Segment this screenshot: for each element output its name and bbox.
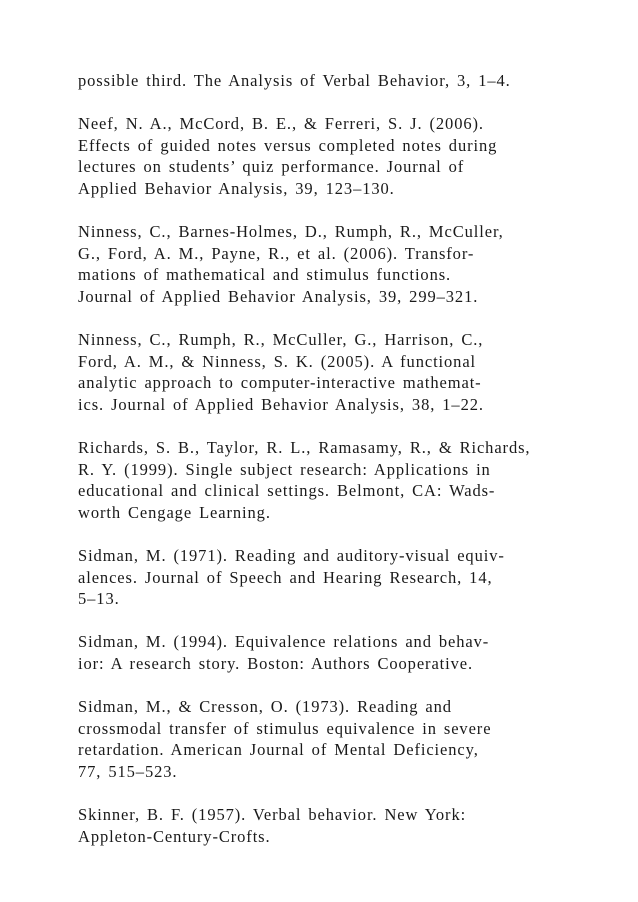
reference-line: Skinner, B. F. (1957). Verbal behavior. New York: <box>78 805 467 825</box>
reference-line: Sidman, M., & Cresson, O. (1973). Reading and <box>78 697 452 717</box>
reference-entry <box>78 113 598 199</box>
reference-line: 5–13. <box>78 589 120 609</box>
reference-line: ics. Journal of Applied Behavior Analysis, 38, 1–22. <box>78 394 484 414</box>
reference-entry <box>78 631 598 674</box>
reference-entry <box>78 329 598 415</box>
reference-line: Appleton-Century-Crofts. <box>78 826 271 846</box>
reference-entry <box>78 804 598 847</box>
reference-line: Sidman, M. (1971). Reading and auditory-visual equiv- <box>78 546 505 566</box>
reference-line: G., Ford, A. M., Payne, R., et al. (2006). Transfor- <box>78 243 475 263</box>
reference-line: Ninness, C., Barnes-Holmes, D., Rumph, R., McCuller, <box>78 222 504 242</box>
reference-line: R. Y. (1999). Single subject research: Applications in <box>78 459 491 479</box>
reference-line: possible third. The Analysis of Verbal Behavior, 3, 1–4. <box>78 71 511 90</box>
reference-entry <box>78 437 598 523</box>
reference-line: Sidman, M. (1994). Equivalence relations and behav- <box>78 632 490 652</box>
reference-line: Ninness, C., Rumph, R., McCuller, G., Harrison, C., <box>78 330 484 350</box>
reference-line: mations of mathematical and stimulus functions. <box>78 265 452 285</box>
reference-line: ior: A research story. Boston: Authors Cooperative. <box>78 654 474 674</box>
reference-line: educational and clinical settings. Belmont, CA: Wads- <box>78 481 496 501</box>
reference-entry <box>78 696 598 782</box>
reference-line: Journal of Applied Behavior Analysis, 39, 299–321. <box>78 286 479 306</box>
reference-line: 77, 515–523. <box>78 762 178 781</box>
reference-line: Effects of guided notes versus completed notes during <box>78 135 498 155</box>
reference-entry <box>78 221 598 307</box>
reference-line: Richards, S. B., Taylor, R. L., Ramasamy, R., & Richards, <box>78 438 531 458</box>
reference-line: alences. Journal of Speech and Hearing Research, 14, <box>78 567 493 587</box>
reference-line: worth Cengage Learning. <box>78 502 271 522</box>
reference-line: Neef, N. A., McCord, B. E., & Ferreri, S. J. (2006). <box>78 114 484 134</box>
reference-entry <box>78 545 598 610</box>
reference-line: lectures on students’ quiz performance. Journal of <box>78 157 465 177</box>
reference-line: retardation. American Journal of Mental Deficiency, <box>78 740 479 760</box>
reference-line: crossmodal transfer of stimulus equivalence in severe <box>78 718 492 738</box>
reference-entry <box>78 70 598 92</box>
reference-line: analytic approach to computer-interactive mathemat- <box>78 373 482 393</box>
reference-list <box>78 70 598 869</box>
reference-line: Applied Behavior Analysis, 39, 123–130. <box>78 178 395 198</box>
reference-line: Ford, A. M., & Ninness, S. K. (2005). A functional <box>78 351 477 371</box>
